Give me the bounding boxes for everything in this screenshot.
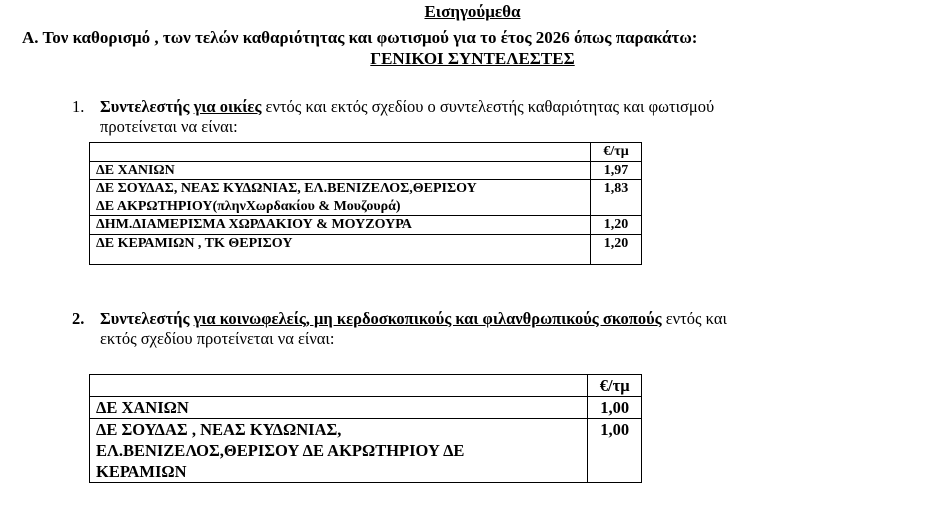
row-label: ΔΕ ΚΕΡΑΜΙΩΝ , ΤΚ ΘΕΡΙΣΟΥ — [90, 234, 591, 264]
row-label-line3: ΚΕΡΑΜΙΩΝ — [96, 462, 187, 481]
row-label-line2: ΕΛ.ΒΕΝΙΖΕΛΟΣ,ΘΕΡΙΣΟΥ ΔΕ ΑΚΡΩΤΗΡΙΟΥ ΔΕ — [96, 441, 465, 460]
document-heading: Εισηγούμεθα — [424, 2, 521, 21]
row-label: ΔΗΜ.ΔΙΑΜΕΡΙΣΜΑ ΧΩΡΔΑΚΙΟΥ & ΜΟΥΖΟΥΡΑ — [90, 216, 591, 235]
item-2-number: 2. — [72, 309, 85, 328]
item-2-rest-line2: εκτός σχεδίου προτείνεται να είναι: — [100, 329, 335, 348]
row-value: 1,97 — [591, 161, 642, 180]
item-1-text — [100, 97, 900, 137]
row-label-line1: ΔΕ ΣΟΥΔΑΣ, ΝΕΑΣ ΚΥΔΩΝΙΑΣ, ΕΛ.ΒΕΝΙΖΕΛΟΣ,ΘΕΡΙΣΟΥ — [96, 181, 477, 196]
item-2-text — [100, 309, 900, 349]
table-row — [90, 419, 642, 483]
item-2-title-part1: Συντελεστής — [100, 309, 190, 328]
table-header-blank — [90, 375, 588, 397]
row-label: ΔΕ ΧΑΝΙΩΝ — [90, 397, 588, 419]
table-row — [90, 216, 642, 235]
row-label-line2: ΔΕ ΑΚΡΩΤΗΡΙΟΥ(πληνΧωρδακίου & Μουζουρά) — [96, 198, 401, 214]
row-label: ΔΕ ΧΑΝΙΩΝ — [90, 161, 591, 180]
item-1-rest-line1: εντός και εκτός σχεδίου ο συντελεστής καθαριότητας και φωτισμού — [261, 97, 715, 116]
item-1-title-part1: Συντελεστής — [100, 97, 190, 116]
general-coefficients-heading: ΓΕΝΙΚΟΙ ΣΥΝΤΕΛΕΣΤΕΣ — [370, 49, 575, 68]
item-2-title-part2: για κοινωφελείς, μη κερδοσκοπικούς και φιλανθρωπικούς σκοπούς — [193, 309, 662, 328]
item-1-title-part2: για οικίες — [193, 97, 262, 116]
row-label — [90, 180, 591, 216]
row-value: 1,00 — [588, 397, 642, 419]
item-1-number: 1. — [72, 97, 85, 116]
table-row — [90, 397, 642, 419]
item-1-rest-line2: προτείνεται να είναι: — [100, 117, 238, 136]
row-value: 1,83 — [591, 180, 642, 216]
table-row — [90, 234, 642, 264]
row-value: 1,20 — [591, 234, 642, 264]
row-value: 1,00 — [588, 419, 642, 483]
section-a-title: Α. Τον καθορισμό , των τελών καθαριότητας και φωτισμού για το έτος 2026 όπως παρακάτω: — [22, 28, 698, 47]
row-label-line1: ΔΕ ΣΟΥΔΑΣ , ΝΕΑΣ ΚΥΔΩΝΙΑΣ, — [96, 420, 342, 439]
table-row — [90, 375, 642, 397]
coefficients-table-residential — [89, 142, 642, 265]
table-header-blank — [90, 143, 591, 162]
item-2-rest-line1: εντός και — [661, 309, 727, 328]
table-row — [90, 143, 642, 162]
unit-header: €/τμ — [591, 143, 642, 162]
table-row — [90, 161, 642, 180]
unit-header: €/τμ — [588, 375, 642, 397]
row-value: 1,20 — [591, 216, 642, 235]
row-label — [90, 419, 588, 483]
coefficients-table-nonprofit — [89, 374, 642, 483]
table-row — [90, 180, 642, 216]
